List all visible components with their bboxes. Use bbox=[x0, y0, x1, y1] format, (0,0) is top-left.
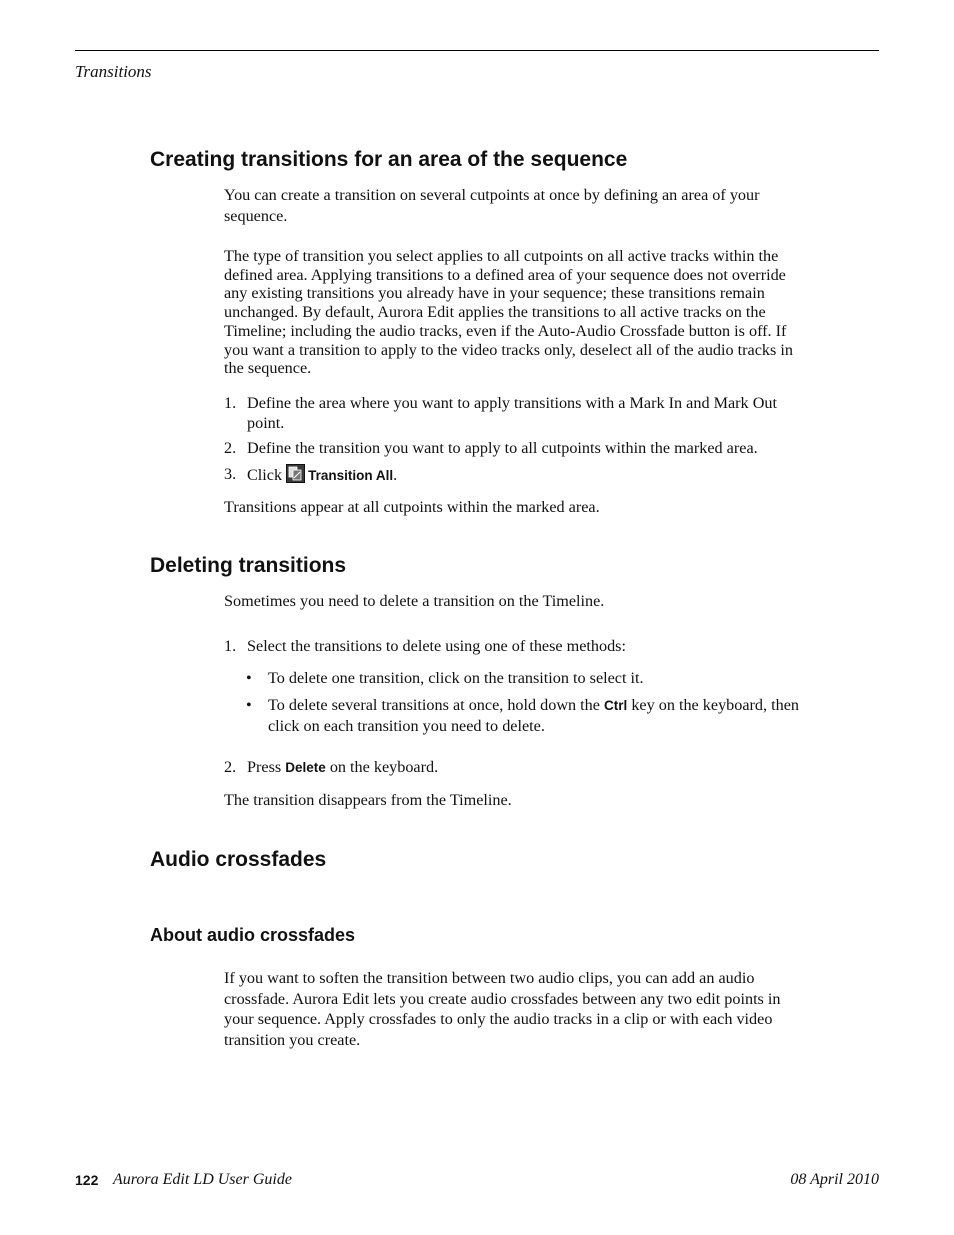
section-heading-audio: Audio crossfades bbox=[150, 848, 327, 871]
creating-step-3 bbox=[224, 464, 808, 486]
audio-body: If you want to soften the transition between two audio clips, you can add an audio crossfade. Aurora Edit lets you create audio crossfades between any two edit points in your sequence. Apply crossfades to only the audio tracks in a clip or with each video transition you create. bbox=[224, 969, 781, 1049]
step-prefix: Press bbox=[247, 758, 282, 776]
bullet-dot: • bbox=[246, 669, 252, 687]
deleting-bullet-2 bbox=[246, 695, 806, 737]
step-number: 2. bbox=[224, 758, 237, 776]
step-text bbox=[247, 757, 808, 778]
step-text: Define the area where you want to apply transitions with a Mark In and Mark Out point. bbox=[247, 394, 777, 432]
creating-intro: You can create a transition on several cutpoints at once by defining an area of your sequence. bbox=[224, 186, 760, 225]
running-head: Transitions bbox=[75, 62, 152, 81]
step-number: 1. bbox=[224, 637, 237, 655]
header-rule bbox=[75, 50, 879, 51]
creating-body: The type of transition you select applies to all cutpoints on all active tracks within the defined area. Applying transitions to a defined area of your sequence does not override any existing transitions you already have in your sequence; these transitions remain unchanged. By default, Aurora Edit applies the transitions to all active tracks on the Timeline; including the audio tracks, even if the Auto-Audio Crossfade button is off. If you want a transition to apply to the video tracks only, deselect all of the audio tracks in the sequence. bbox=[224, 247, 793, 378]
step-prefix: Click bbox=[247, 466, 283, 484]
step-number: 2. bbox=[224, 439, 237, 457]
footer-doc-title: Aurora Edit LD User Guide bbox=[113, 1171, 292, 1188]
page-number: 122 bbox=[75, 1172, 99, 1188]
bullet-text: To delete one transition, click on the transition to select it. bbox=[268, 669, 644, 687]
bullet-text-after: key on the keyboard, then click on each transition you need to delete. bbox=[268, 696, 799, 735]
step-text: Define the transition you want to apply to all cutpoints within the marked area. bbox=[247, 439, 758, 457]
transition-all-label: Transition All bbox=[308, 468, 394, 483]
step-text: Select the transitions to delete using one of these methods: bbox=[247, 637, 626, 655]
step-number: 1. bbox=[224, 394, 237, 412]
footer-date: 08 April 2010 bbox=[790, 1171, 879, 1188]
step-text bbox=[247, 464, 808, 486]
section-heading-creating: Creating transitions for an area of the sequence bbox=[150, 148, 628, 171]
step-number: 3. bbox=[224, 465, 237, 483]
bullet-text bbox=[268, 695, 806, 737]
delete-key: Delete bbox=[285, 760, 326, 775]
creating-step-2 bbox=[224, 438, 808, 458]
deleting-intro: Sometimes you need to delete a transition on the Timeline. bbox=[224, 592, 605, 610]
transition-all-icon bbox=[286, 464, 305, 483]
step-suffix: on the keyboard. bbox=[329, 758, 439, 776]
creating-step-1 bbox=[224, 393, 808, 433]
deleting-step-2 bbox=[224, 757, 808, 778]
step-suffix: . bbox=[393, 466, 398, 484]
deleting-bullet-1 bbox=[246, 668, 806, 689]
section-heading-deleting: Deleting transitions bbox=[150, 554, 347, 577]
subsection-heading-about-audio: About audio crossfades bbox=[150, 925, 356, 945]
creating-result: Transitions appear at all cutpoints within the marked area. bbox=[224, 498, 600, 516]
ctrl-key: Ctrl bbox=[604, 698, 628, 713]
deleting-result: The transition disappears from the Timeline. bbox=[224, 791, 512, 809]
bullet-text-before: To delete several transitions at once, hold down the bbox=[268, 696, 600, 714]
bullet-dot: • bbox=[246, 696, 252, 714]
deleting-step-1 bbox=[224, 636, 808, 656]
